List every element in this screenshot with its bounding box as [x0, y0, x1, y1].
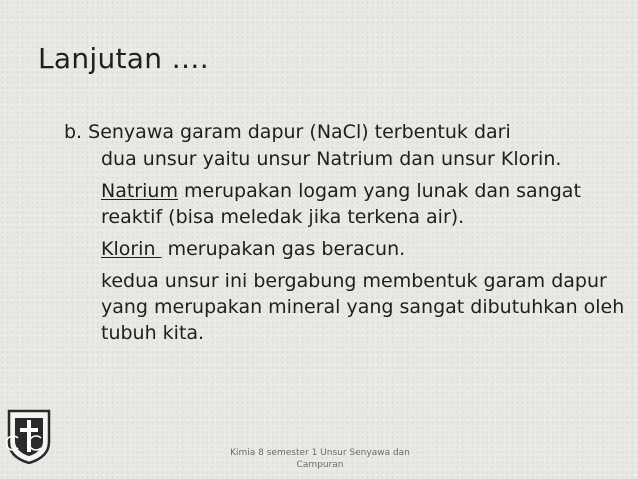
- paragraph-conclusion: kedua unsur ini bergabung membentuk garam dapur yang merupakan mineral yang sangat dibutuhkan oleh tubuh kita.: [101, 270, 625, 344]
- paragraph-unsur: dua unsur yaitu unsur Natrium dan unsur Klorin.: [101, 148, 562, 170]
- paragraph-natrium: [101, 178, 629, 230]
- term-natrium: Natrium: [101, 180, 178, 202]
- klorin-description: merupakan gas beracun.: [161, 238, 406, 260]
- intro-line: b. Senyawa garam dapur (NaCl) terbentuk dari: [64, 121, 511, 143]
- term-klorin: Klorin: [101, 238, 162, 260]
- paragraph-klorin: [101, 236, 629, 262]
- slide-footer: Kimia 8 semester 1 Unsur Senyawa dan Campuran: [230, 448, 410, 470]
- slide-body: [64, 118, 629, 346]
- slide-title: Lanjutan ….: [38, 42, 210, 75]
- school-cross-emblem-icon: [6, 408, 52, 464]
- natrium-description: merupakan logam yang lunak dan sangat reaktif (bisa meledak jika terkena air).: [101, 180, 581, 228]
